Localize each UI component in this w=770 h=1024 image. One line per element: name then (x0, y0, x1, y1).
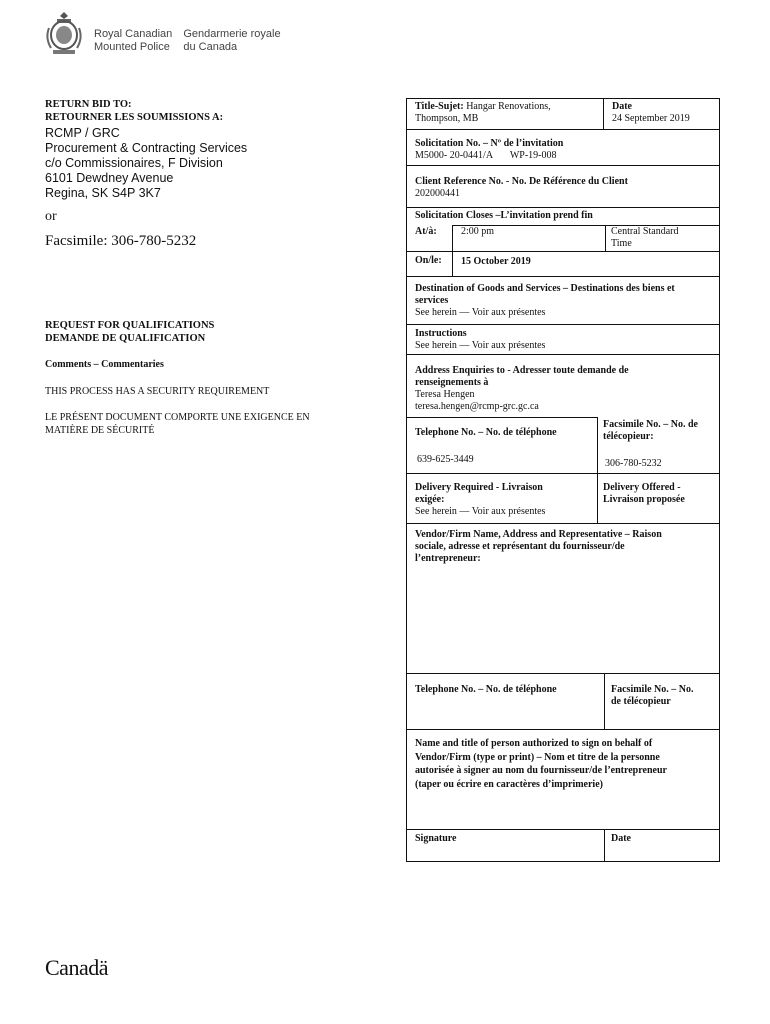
agency-name (94, 28, 289, 54)
destination-label-line1: Destination of Goods and Services – Destinations des biens et (415, 283, 675, 294)
title-value-line2: Thompson, MB (415, 113, 479, 124)
solicitation-field (415, 138, 563, 162)
enquiries-field (415, 365, 715, 413)
phone-value: 639-625-3449 (417, 454, 474, 465)
delivery-required-line2: exigée: (415, 494, 445, 505)
vendor-input-area[interactable] (411, 569, 715, 669)
on-value: 15 October 2019 (461, 256, 531, 267)
vendor-label-line3: l’entrepreneur: (415, 553, 481, 564)
security-fr-line: MATIÈRE DE SÉCURITÉ (45, 424, 155, 436)
agency-en-line1: Royal Canadian (94, 28, 173, 40)
instructions-field (415, 328, 545, 352)
vendor-fax-label (611, 684, 694, 708)
timezone-line2: Time (611, 238, 632, 249)
request-title-fr: DEMANDE DE QUALIFICATION (45, 333, 206, 344)
timezone-line1: Central Standard (611, 226, 679, 237)
security-en: THIS PROCESS HAS A SECURITY REQUIREMENT (45, 386, 270, 397)
date-field (612, 101, 690, 125)
instructions-value: See herein — Voir aux présentes (415, 340, 546, 351)
client-ref-field (415, 176, 628, 200)
title-value-line1: Hangar Renovations, (466, 101, 551, 112)
request-title (45, 319, 214, 345)
fax-value: 306-780-5232 (605, 458, 662, 469)
sign-date-label: Date (611, 833, 631, 844)
title-field (415, 101, 601, 125)
agency-fr-line1: Gendarmerie royale (183, 28, 281, 40)
closes-label: Solicitation Closes –L’invitation prend fin (415, 210, 593, 221)
vendor-label-line2: sociale, adresse et représentant du fournisseur/de (415, 541, 625, 552)
date-value: 24 September 2019 (612, 113, 690, 124)
delivery-offered-label (603, 482, 685, 506)
enquiries-label-line1: Address Enquiries to - Adresser toute demande de (415, 365, 629, 376)
instructions-label: Instructions (415, 328, 467, 339)
on-label: On/le: (415, 255, 442, 266)
return-bid-label-fr: RETOURNER LES SOUMISSIONS A: (45, 112, 224, 123)
return-bid-label (45, 98, 223, 124)
authorized-line1: Name and title of person authorized to sign on behalf of (415, 738, 653, 749)
return-bid-label-en: RETURN BID TO: (45, 99, 132, 110)
address-line: Procurement & Contracting Services (45, 141, 248, 155)
solicitation-label: Solicitation No. – Nº de l’invitation (415, 138, 564, 149)
destination-label-line2: services (415, 295, 449, 306)
delivery-required-field (415, 482, 545, 518)
agency-en-line2: Mounted Police (94, 41, 170, 53)
at-label: At/à: (415, 226, 437, 237)
solicitation-value: M5000- 20-0441/A WP-19-008 (415, 150, 557, 161)
vendor-fax-line1: Facsimile No. – No. (611, 684, 694, 695)
delivery-offered-line2: Livraison proposée (603, 494, 685, 505)
signature-label: Signature (415, 833, 457, 844)
fax-label-line1: Facsimile No. – No. de (603, 419, 698, 430)
canada-wordmark: Canadä (45, 955, 108, 980)
return-address (45, 126, 247, 201)
rcmp-crest-icon (43, 10, 85, 56)
delivery-required-value: See herein — Voir aux présentes (415, 506, 546, 517)
delivery-offered-line1: Delivery Offered - (603, 482, 681, 493)
request-title-en: REQUEST FOR QUALIFICATIONS (45, 320, 215, 331)
authorized-line3: autorisée à signer au nom du fournisseur/de l’entrepreneur (415, 765, 667, 776)
agency-fr-line2: du Canada (183, 41, 238, 53)
title-label: Title-Sujet: (415, 101, 464, 112)
or-text: or (45, 209, 57, 224)
timezone (611, 226, 678, 250)
comments-label: Comments – Commentaries (45, 359, 164, 370)
client-ref-label: Client Reference No. - No. De Référence du Client (415, 176, 628, 187)
client-ref-value: 202000441 (415, 188, 460, 199)
date-label: Date (612, 101, 632, 112)
vendor-fax-line2: de télécopieur (611, 696, 671, 707)
enquiries-label-line2: renseignements à (415, 377, 489, 388)
vendor-phone-label: Telephone No. – No. de téléphone (415, 684, 557, 695)
at-value: 2:00 pm (461, 226, 495, 237)
contact-email: teresa.hengen@rcmp-grc.gc.ca (415, 401, 539, 412)
destination-field (415, 283, 715, 319)
address-line: c/o Commissionaires, F Division (45, 156, 223, 170)
security-fr-line: LE PRÉSENT DOCUMENT COMPORTE UNE EXIGENCE EN (45, 412, 310, 423)
fax-label (603, 419, 698, 443)
phone-label: Telephone No. – No. de téléphone (415, 427, 557, 438)
vendor-label-line1: Vendor/Firm Name, Address and Representative – Raison (415, 529, 662, 540)
authorized-line2: Vendor/Firm (type or print) – Nom et titre de la personne (415, 751, 660, 763)
contact-name: Teresa Hengen (415, 389, 475, 400)
delivery-required-line1: Delivery Required - Livraison (415, 482, 543, 493)
fax-label-line2: télécopieur: (603, 431, 654, 442)
address-line: 6101 Dewdney Avenue (45, 171, 174, 185)
address-line: Regina, SK S4P 3K7 (45, 186, 161, 200)
address-line: RCMP / GRC (45, 126, 120, 140)
bid-form (406, 98, 720, 862)
vendor-label (415, 529, 715, 565)
destination-value: See herein — Voir aux présentes (415, 307, 546, 318)
authorized-line4: (taper ou écrire en caractères d’imprimerie) (415, 778, 603, 790)
return-facsimile: Facsimile: 306-780-5232 (45, 233, 197, 249)
security-fr (45, 412, 310, 437)
authorized-label (415, 737, 717, 791)
